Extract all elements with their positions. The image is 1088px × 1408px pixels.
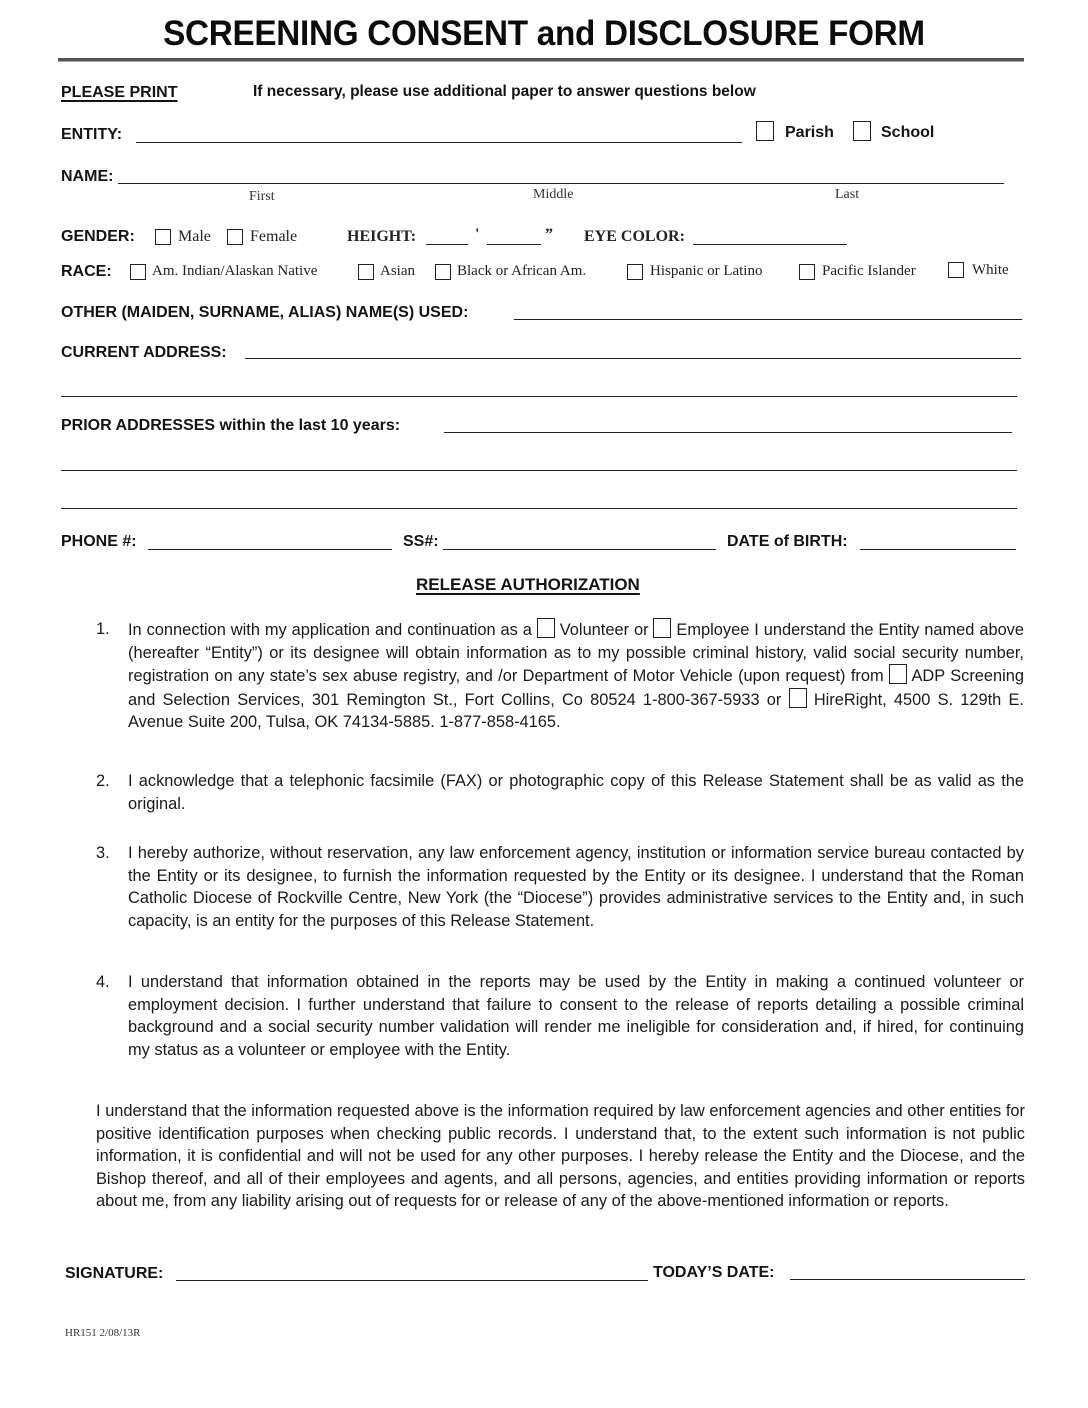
parish-checkbox[interactable] bbox=[756, 121, 774, 141]
race-pacific-islander-checkbox[interactable] bbox=[799, 264, 815, 280]
gender-label: GENDER: bbox=[61, 228, 135, 245]
race-hispanic-checkbox[interactable] bbox=[627, 264, 643, 280]
prior-addresses-field[interactable] bbox=[444, 432, 1012, 433]
height-feet-field[interactable] bbox=[426, 244, 468, 245]
height-label: HEIGHT: bbox=[347, 228, 417, 245]
item-1-number: 1. bbox=[96, 620, 110, 638]
prior-addresses-label: PRIOR ADDRESSES within the last 10 years: bbox=[61, 417, 401, 434]
ssn-label: SS#: bbox=[403, 533, 439, 550]
item-1-adp-text: ADP Screening and Selection Services, 301 Remington St., Fort Collins, Co 80524 1-800-367-5933 or bbox=[128, 667, 1025, 709]
race-pacific-islander-label: Pacific Islander bbox=[822, 263, 916, 279]
race-hispanic-label: Hispanic or Latino bbox=[650, 263, 763, 279]
gender-female-label: Female bbox=[250, 228, 298, 245]
name-label: NAME: bbox=[61, 168, 114, 185]
height-inches-field[interactable] bbox=[487, 244, 541, 245]
eye-color-label: EYE COLOR: bbox=[584, 228, 685, 245]
item-2-text: I acknowledge that a telephonic facsimile (FAX) or photographic copy of this Release Statement shall be as valid as the original. bbox=[128, 772, 1024, 813]
item-1-employee-text: Employee I understand the Entity named above (hereafter “Entity”) or its designee will obtain information as to my possible criminal history, valid social security number, registration on any state’s sex abuse registry, and /or Department of Motor Vehicle (upon request) from bbox=[128, 621, 1024, 685]
current-address-field-line-2[interactable] bbox=[61, 396, 1017, 397]
phone-field[interactable] bbox=[148, 549, 392, 550]
dob-field[interactable] bbox=[860, 549, 1016, 550]
item-3-number: 3. bbox=[96, 844, 110, 862]
signature-field[interactable] bbox=[176, 1280, 648, 1281]
name-last-sublabel: Last bbox=[835, 187, 860, 202]
name-middle-sublabel: Middle bbox=[533, 187, 574, 202]
race-am-indian-checkbox[interactable] bbox=[130, 264, 146, 280]
eye-color-field[interactable] bbox=[693, 244, 847, 245]
item-3-text: I hereby authorize, without reservation, any law enforcement agency, institution or information service bureau contacted by the Entity or its designee, to furnish the information requested by the Entity or its designee. I understand that the Roman Catholic Diocese of Rockville Centre, New York (the “Diocese”) provides administrative services to the Entity and, in such capacity, is an entity for the purposes of this Release Statement. bbox=[128, 844, 1024, 930]
race-asian-checkbox[interactable] bbox=[358, 264, 374, 280]
todays-date-label: TODAY’S DATE: bbox=[653, 1264, 775, 1281]
gender-male-label: Male bbox=[178, 228, 211, 245]
parish-label: Parish bbox=[785, 124, 834, 141]
current-address-field[interactable] bbox=[245, 358, 1021, 359]
school-label: School bbox=[881, 124, 935, 141]
name-first-sublabel: First bbox=[249, 189, 275, 204]
race-black-checkbox[interactable] bbox=[435, 264, 451, 280]
race-am-indian-label: Am. Indian/Alaskan Native bbox=[152, 263, 318, 279]
form-title: SCREENING CONSENT and DISCLOSURE FORM bbox=[163, 14, 925, 53]
race-label: RACE: bbox=[61, 263, 112, 280]
please-print-label: PLEASE PRINT bbox=[61, 84, 178, 101]
form-code: HR151 2/08/13R bbox=[65, 1327, 141, 1339]
item-1-hireright-text: HireRight, 4500 S. 129th E. Avenue Suite 200, Tulsa, OK 74134-5885. 1-877-858-4165. bbox=[128, 690, 1024, 731]
other-names-label: OTHER (MAIDEN, SURNAME, ALIAS) NAME(S) USED: bbox=[61, 304, 469, 321]
height-inches-mark: ” bbox=[545, 226, 553, 243]
gender-female-checkbox[interactable] bbox=[227, 229, 243, 245]
instructions-note: If necessary, please use additional paper to answer questions below bbox=[253, 83, 756, 100]
prior-addresses-field-line-2[interactable] bbox=[61, 470, 1017, 471]
item-2-number: 2. bbox=[96, 772, 110, 790]
school-checkbox[interactable] bbox=[853, 121, 871, 141]
ssn-field[interactable] bbox=[443, 549, 716, 550]
phone-label: PHONE #: bbox=[61, 533, 137, 550]
entity-label: ENTITY: bbox=[61, 126, 123, 143]
adp-checkbox[interactable] bbox=[889, 664, 907, 684]
race-white-checkbox[interactable] bbox=[948, 262, 964, 278]
item-4-text: I understand that information obtained in the reports may be used by the Entity in making a continued volunteer or employment decision. I further understand that failure to consent to the release of reports detailing a possible criminal background and a social security number validation will render me ineligible for consideration and, if hired, for continuing my status as a volunteer or employee with the Entity. bbox=[128, 973, 1024, 1059]
name-field[interactable] bbox=[118, 183, 1004, 184]
item-4-number: 4. bbox=[96, 973, 110, 991]
todays-date-field[interactable] bbox=[790, 1279, 1025, 1280]
signature-label: SIGNATURE: bbox=[65, 1265, 164, 1282]
race-black-label: Black or African Am. bbox=[457, 263, 587, 279]
item-1-part-a: In connection with my application and continuation as a bbox=[128, 621, 532, 639]
title-divider bbox=[58, 58, 1024, 62]
race-white-label: White bbox=[972, 262, 1009, 278]
race-asian-label: Asian bbox=[380, 263, 415, 279]
entity-field[interactable] bbox=[136, 142, 742, 143]
volunteer-label: Volunteer or bbox=[559, 621, 649, 639]
volunteer-checkbox[interactable] bbox=[537, 618, 555, 638]
gender-male-checkbox[interactable] bbox=[155, 229, 171, 245]
hireright-checkbox[interactable] bbox=[789, 688, 807, 708]
dob-label: DATE of BIRTH: bbox=[727, 533, 848, 550]
current-address-label: CURRENT ADDRESS: bbox=[61, 344, 227, 361]
release-closing-paragraph: I understand that the information requested above is the information required by law enforcement agencies and other entities for positive identification purposes when checking public records. I understand that, to the extent such information is not public information, it is confidential and will not be used for any other purposes. I hereby release the Entity and the Diocese, and the Bishop thereof, and all of their employees and agents, and all persons, agencies, and entities providing information or reports about me, from any liability arising out of requests for or release of any of the above-mentioned information or reports. bbox=[96, 1102, 1025, 1210]
item-1-text bbox=[128, 618, 1024, 734]
employee-checkbox[interactable] bbox=[653, 618, 671, 638]
release-authorization-heading: RELEASE AUTHORIZATION bbox=[416, 575, 640, 594]
other-names-field[interactable] bbox=[514, 319, 1022, 320]
prior-addresses-field-line-3[interactable] bbox=[61, 508, 1017, 509]
height-feet-mark: ' bbox=[475, 226, 480, 243]
